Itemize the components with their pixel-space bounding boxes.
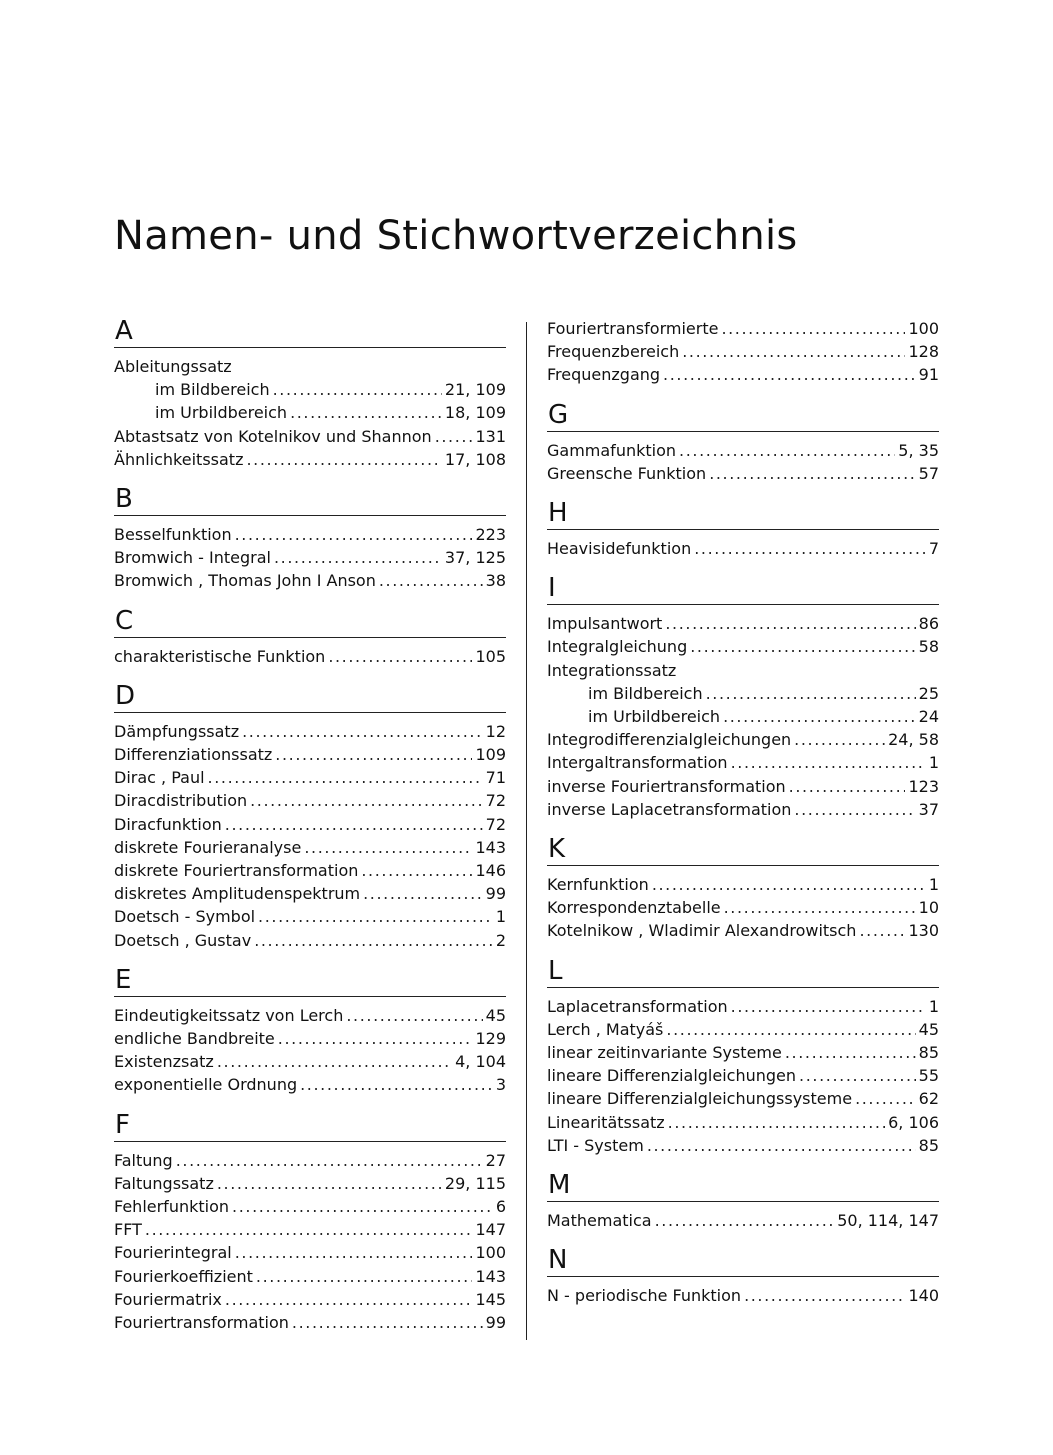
dot-leader — [794, 728, 885, 751]
entry-term: Abtastsatz von Kotelnikov und Shannon — [114, 426, 432, 446]
entry-page-numbers: 71 — [485, 768, 506, 788]
section-letter-heading: B — [114, 485, 506, 516]
entry-term: Bromwich , Thomas John I Anson — [114, 571, 376, 591]
entry-term: Laplacetransformation — [547, 996, 728, 1016]
index-entry — [547, 1018, 939, 1041]
entry-term: Bromwich - Integral — [114, 548, 271, 568]
entry-page-numbers: 129 — [475, 1029, 506, 1049]
index-entry — [547, 1209, 939, 1232]
entry-term: Kotelnikow , Wladimir Alexandrowitsch — [547, 921, 857, 941]
entry-page-numbers: 38 — [485, 571, 506, 591]
dot-leader — [217, 1050, 452, 1073]
entry-page-numbers: 100 — [908, 319, 939, 338]
entry-term: Fouriertransformierte — [547, 319, 719, 338]
index-entry — [547, 317, 939, 340]
entry-term: im Bildbereich — [588, 683, 703, 703]
section-letter-heading: G — [547, 401, 939, 432]
entry-page-numbers: 2 — [495, 930, 506, 950]
entry-term: N - periodische Funktion — [547, 1286, 742, 1306]
dot-leader — [799, 1064, 916, 1087]
entry-term: Linearitätssatz — [547, 1112, 665, 1132]
index-section — [547, 401, 939, 485]
dot-leader — [724, 896, 916, 919]
entry-term: im Bildbereich — [155, 380, 270, 400]
entry-term: Faltungssatz — [114, 1173, 214, 1193]
index-entry — [547, 1064, 939, 1087]
entry-page-numbers: 55 — [918, 1066, 939, 1086]
dot-leader — [246, 448, 441, 471]
dot-leader — [232, 1195, 493, 1218]
entry-page-numbers: 223 — [475, 525, 506, 545]
index-entry — [114, 1195, 506, 1218]
entry-page-numbers: 3 — [495, 1075, 506, 1095]
dot-leader — [292, 1311, 483, 1334]
entry-term: Impulsantwort — [547, 614, 663, 634]
dot-leader — [655, 1209, 835, 1232]
dot-leader — [744, 1284, 905, 1307]
index-entry — [114, 569, 506, 592]
entry-term: Greensche Funktion — [547, 463, 707, 483]
index-entry — [547, 775, 939, 798]
entry-term: charakteristische Funktion — [114, 646, 326, 666]
entry-term: Fehlerfunktion — [114, 1197, 230, 1217]
entry-page-numbers: 85 — [918, 1135, 939, 1155]
entry-page-numbers: 105 — [475, 646, 506, 666]
index-entry — [547, 1041, 939, 1064]
dot-leader — [361, 859, 472, 882]
entry-page-numbers: 17, 108 — [444, 449, 506, 469]
index-section — [547, 835, 939, 943]
entry-page-numbers: 91 — [918, 365, 939, 385]
entry-page-numbers: 37 — [918, 799, 939, 819]
index-entry — [114, 1149, 506, 1172]
dot-leader — [250, 789, 483, 812]
dot-leader — [785, 1041, 916, 1064]
index-section — [114, 485, 506, 593]
index-entry — [114, 1265, 506, 1288]
entry-page-numbers: 145 — [475, 1289, 506, 1309]
entry-term: Ableitungssatz — [114, 357, 232, 376]
dot-leader — [652, 873, 926, 896]
index-entry — [547, 612, 939, 635]
section-letter-heading: D — [114, 682, 506, 713]
dot-leader — [679, 439, 895, 462]
index-entry — [547, 995, 939, 1018]
entry-term: Fouriertransformation — [114, 1313, 289, 1333]
entry-page-numbers: 99 — [485, 1313, 506, 1333]
dot-leader — [278, 1027, 473, 1050]
index-entry — [547, 1111, 939, 1134]
index-section — [114, 1111, 506, 1335]
entry-term: Frequenzgang — [547, 365, 661, 385]
dot-leader — [300, 1073, 493, 1096]
index-subentry — [547, 705, 939, 728]
entry-term: Heavisidefunktion — [547, 539, 692, 559]
dot-leader — [217, 1172, 442, 1195]
index-section — [547, 574, 939, 821]
entry-term: Fouriermatrix — [114, 1289, 222, 1309]
dot-leader — [254, 929, 493, 952]
entry-page-numbers: 7 — [928, 539, 939, 559]
entry-page-numbers: 4, 104 — [455, 1052, 506, 1072]
dot-leader — [346, 1004, 482, 1027]
dot-leader — [789, 775, 906, 798]
entry-page-numbers: 86 — [918, 614, 939, 634]
page-title: Namen- und Stichwortverzeichnis — [114, 213, 798, 259]
index-entry — [114, 355, 506, 378]
index-entry — [114, 1172, 506, 1195]
entry-page-numbers: 50, 114, 147 — [837, 1211, 939, 1231]
entry-page-numbers: 99 — [485, 884, 506, 904]
dot-leader — [794, 798, 915, 821]
index-entry — [114, 905, 506, 928]
entry-term: Kernfunktion — [547, 875, 649, 895]
index-entry — [114, 859, 506, 882]
index-entry — [547, 873, 939, 896]
dot-leader — [666, 1018, 915, 1041]
entry-term: Intergaltransformation — [547, 753, 728, 773]
entry-term: Faltung — [114, 1150, 173, 1170]
column-divider — [526, 322, 527, 1340]
dot-leader — [690, 635, 915, 658]
entry-term: Ähnlichkeitssatz — [114, 449, 244, 469]
entry-term: Lerch , Matyáš — [547, 1019, 664, 1039]
entry-page-numbers: 1 — [928, 753, 939, 773]
entry-page-numbers: 21, 109 — [444, 380, 506, 400]
entry-page-numbers: 58 — [918, 637, 939, 657]
entry-page-numbers: 131 — [475, 426, 506, 446]
section-letter-heading: M — [547, 1171, 939, 1202]
index-entry — [114, 789, 506, 812]
dot-leader — [176, 1149, 483, 1172]
entry-page-numbers: 57 — [918, 463, 939, 483]
entry-page-numbers: 10 — [918, 898, 939, 918]
index-entry — [114, 448, 506, 471]
index-entry — [547, 1134, 939, 1157]
dot-leader — [208, 766, 483, 789]
dot-leader — [258, 905, 493, 928]
index-entry — [114, 1073, 506, 1096]
section-letter-heading: H — [547, 499, 939, 530]
entry-term: inverse Laplacetransformation — [547, 799, 792, 819]
entry-page-numbers: 147 — [475, 1220, 506, 1240]
entry-term: inverse Fouriertransformation — [547, 776, 786, 796]
index-subentry — [114, 378, 506, 401]
entry-term: endliche Bandbreite — [114, 1029, 275, 1049]
dot-leader — [859, 919, 905, 942]
dot-leader — [328, 645, 472, 668]
entry-page-numbers: 143 — [475, 837, 506, 857]
index-section — [547, 957, 939, 1157]
index-entry — [547, 659, 939, 682]
entry-page-numbers: 85 — [918, 1043, 939, 1063]
section-letter-heading: A — [114, 317, 506, 348]
entry-term: lineare Differenzialgleichungen — [547, 1066, 797, 1086]
entry-term: diskretes Amplitudenspektrum — [114, 884, 361, 904]
dot-leader — [647, 1134, 916, 1157]
entry-term: im Urbildbereich — [155, 403, 288, 423]
dot-leader — [731, 995, 926, 1018]
index-entry — [547, 798, 939, 821]
index-entry — [114, 743, 506, 766]
index-entry — [547, 635, 939, 658]
dot-leader — [275, 743, 472, 766]
index-section — [114, 317, 506, 471]
entry-term: Doetsch , Gustav — [114, 930, 252, 950]
entry-term: Dirac , Paul — [114, 768, 205, 788]
index-entry — [114, 1004, 506, 1027]
dot-leader — [235, 1241, 473, 1264]
dot-leader — [225, 1288, 473, 1311]
dot-leader — [363, 882, 483, 905]
entry-page-numbers: 5, 35 — [898, 440, 939, 460]
section-letter-heading: E — [114, 966, 506, 997]
entry-page-numbers: 12 — [485, 721, 506, 741]
index-entry — [114, 882, 506, 905]
dot-leader — [706, 682, 916, 705]
dot-leader — [663, 363, 916, 386]
index-subentry — [547, 682, 939, 705]
entry-page-numbers: 18, 109 — [444, 403, 506, 423]
dot-leader — [721, 317, 905, 340]
entry-term: Integrodifferenzialgleichungen — [547, 730, 792, 750]
entry-page-numbers: 130 — [908, 921, 939, 941]
entry-page-numbers: 1 — [928, 996, 939, 1016]
index-section — [114, 966, 506, 1097]
index-entry — [114, 425, 506, 448]
index-entry — [547, 363, 939, 386]
entry-term: Fourierintegral — [114, 1243, 232, 1263]
entry-term: Doetsch - Symbol — [114, 907, 256, 927]
index-entry — [547, 537, 939, 560]
index-section — [547, 317, 939, 387]
index-entry — [114, 523, 506, 546]
index-entry — [114, 1050, 506, 1073]
index-column-left — [114, 317, 506, 1348]
entry-term: linear zeitinvariante Systeme — [547, 1043, 782, 1063]
dot-leader — [855, 1087, 916, 1110]
index-entry — [547, 751, 939, 774]
entry-term: Differenziationssatz — [114, 745, 273, 765]
entry-page-numbers: 25 — [918, 683, 939, 703]
entry-term: Korrespondenztabelle — [547, 898, 721, 918]
entry-term: im Urbildbereich — [588, 707, 721, 727]
index-entry — [114, 1218, 506, 1241]
dot-leader — [235, 523, 473, 546]
index-entry — [114, 836, 506, 859]
entry-term: diskrete Fourieranalyse — [114, 837, 302, 857]
entry-term: lineare Differenzialgleichungssysteme — [547, 1089, 853, 1109]
section-letter-heading: I — [547, 574, 939, 605]
index-entry — [114, 1288, 506, 1311]
entry-page-numbers: 6, 106 — [888, 1112, 939, 1132]
entry-term: Mathematica — [547, 1211, 652, 1231]
index-entry — [547, 439, 939, 462]
entry-page-numbers: 1 — [928, 875, 939, 895]
index-entry — [114, 720, 506, 743]
entry-term: LTI - System — [547, 1135, 644, 1155]
entry-term: Frequenzbereich — [547, 342, 680, 362]
entry-term: Besselfunktion — [114, 525, 232, 545]
dot-leader — [242, 720, 483, 743]
entry-page-numbers: 140 — [908, 1286, 939, 1306]
entry-page-numbers: 72 — [485, 814, 506, 834]
dot-leader — [225, 813, 483, 836]
index-section — [114, 607, 506, 668]
index-entry — [114, 1241, 506, 1264]
entry-term: Integralgleichung — [547, 637, 688, 657]
index-entry — [547, 462, 939, 485]
entry-term: Diracdistribution — [114, 791, 248, 811]
entry-term: exponentielle Ordnung — [114, 1075, 298, 1095]
entry-term: Gammafunktion — [547, 440, 677, 460]
entry-page-numbers: 29, 115 — [444, 1173, 506, 1193]
entry-term: Integrationssatz — [547, 660, 677, 680]
entry-page-numbers: 24 — [918, 707, 939, 727]
index-entry — [114, 645, 506, 668]
index-entry — [114, 546, 506, 569]
entry-page-numbers: 45 — [485, 1005, 506, 1025]
entry-page-numbers: 128 — [908, 342, 939, 362]
dot-leader — [379, 569, 483, 592]
index-entry — [547, 728, 939, 751]
entry-term: Fourierkoeffizient — [114, 1266, 253, 1286]
section-letter-heading: K — [547, 835, 939, 866]
dot-leader — [731, 751, 926, 774]
dot-leader — [256, 1265, 473, 1288]
index-entry — [547, 1284, 939, 1307]
entry-page-numbers: 37, 125 — [444, 548, 506, 568]
index-entry — [114, 1311, 506, 1334]
entry-page-numbers: 24, 58 — [888, 730, 939, 750]
entry-page-numbers: 123 — [908, 776, 939, 796]
entry-term: Eindeutigkeitssatz von Lerch — [114, 1005, 344, 1025]
dot-leader — [145, 1218, 473, 1241]
dot-leader — [694, 537, 926, 560]
index-section — [547, 1246, 939, 1307]
dot-leader — [435, 425, 473, 448]
entry-page-numbers: 100 — [475, 1243, 506, 1263]
index-entry — [114, 813, 506, 836]
index-subentry — [114, 401, 506, 424]
index-entry — [114, 766, 506, 789]
index-entry — [547, 896, 939, 919]
entry-page-numbers: 45 — [918, 1019, 939, 1039]
entry-page-numbers: 72 — [485, 791, 506, 811]
entry-page-numbers: 109 — [475, 745, 506, 765]
section-letter-heading: L — [547, 957, 939, 988]
section-letter-heading: C — [114, 607, 506, 638]
index-section — [547, 1171, 939, 1232]
index-section — [114, 682, 506, 952]
entry-term: diskrete Fouriertransformation — [114, 861, 359, 881]
index-entry — [114, 929, 506, 952]
entry-page-numbers: 146 — [475, 861, 506, 881]
dot-leader — [665, 612, 915, 635]
dot-leader — [274, 546, 442, 569]
index-entry — [547, 1087, 939, 1110]
dot-leader — [682, 340, 905, 363]
entry-term: Diracfunktion — [114, 814, 222, 834]
entry-page-numbers: 1 — [495, 907, 506, 927]
index-section — [547, 499, 939, 560]
section-letter-heading: F — [114, 1111, 506, 1142]
entry-page-numbers: 143 — [475, 1266, 506, 1286]
index-column-right — [547, 317, 939, 1321]
dot-leader — [304, 836, 472, 859]
entry-page-numbers: 6 — [495, 1197, 506, 1217]
dot-leader — [723, 705, 916, 728]
dot-leader — [709, 462, 915, 485]
entry-page-numbers: 27 — [485, 1150, 506, 1170]
index-entry — [114, 1027, 506, 1050]
section-letter-heading: N — [547, 1246, 939, 1277]
entry-term: Dämpfungssatz — [114, 721, 240, 741]
index-entry — [547, 919, 939, 942]
entry-term: FFT — [114, 1220, 142, 1240]
entry-page-numbers: 62 — [918, 1089, 939, 1109]
index-entry — [547, 340, 939, 363]
dot-leader — [668, 1111, 885, 1134]
dot-leader — [273, 378, 442, 401]
dot-leader — [290, 401, 442, 424]
entry-term: Existenzsatz — [114, 1052, 214, 1072]
